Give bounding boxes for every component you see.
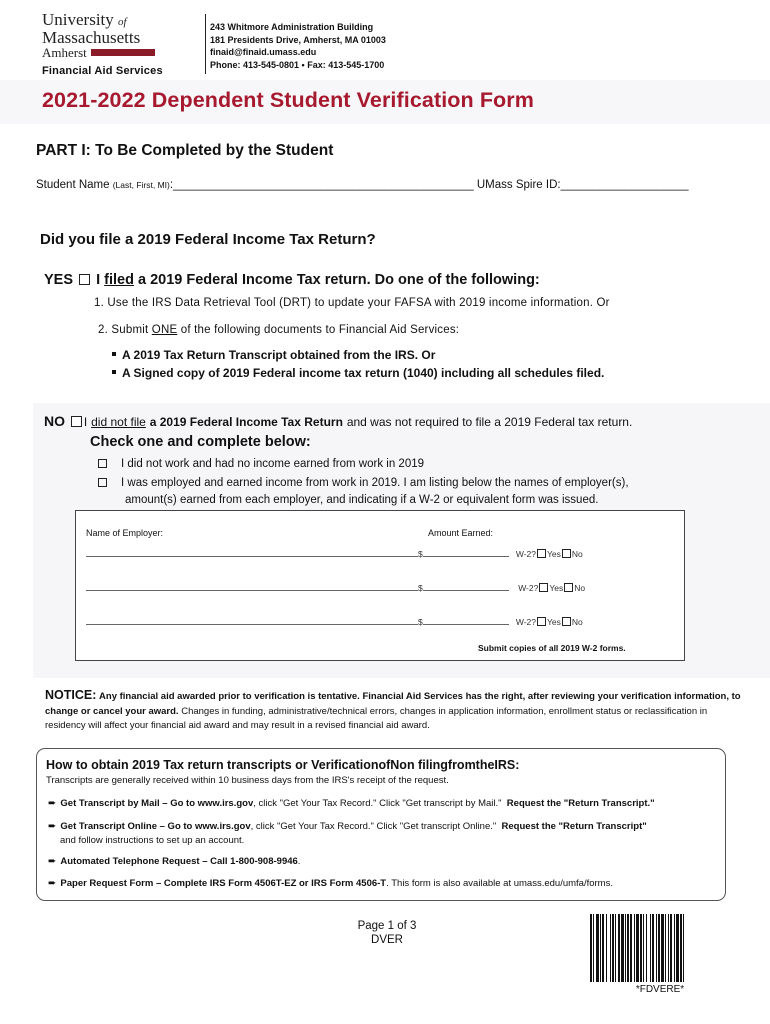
no-plain-text: and was not required to file a 2019 Federal tax return. [346, 415, 633, 429]
employer-row [86, 549, 583, 559]
form-code: DVER [371, 934, 403, 946]
yes-filed: filed [104, 272, 134, 288]
no-option [44, 413, 632, 429]
yes-item-1: 1. Use the IRS Data Retrieval Tool (DRT) to update your FAFSA with 2019 income information. Or [94, 297, 610, 309]
mail-end: Request the "Return Transcript." [506, 798, 655, 809]
w2-no-checkbox[interactable] [562, 617, 571, 626]
yes-label: YES [44, 272, 74, 288]
check-one-heading: Check one and complete below: [90, 434, 311, 450]
w2-label: W-2? [518, 583, 539, 593]
online-bold: Get Transcript Online – Go to www.irs.gov [60, 821, 251, 832]
notice-plain-text: Changes in funding, administrative/technical errors, changes in application information, enrollment status or reclassification in residency will affect your financial aid award and may result in a revised financial aid award. [45, 705, 708, 731]
online-line-2: and follow instructions to set up an account. [60, 835, 245, 846]
w2-yes-label: Yes [546, 549, 561, 559]
employer-name-field[interactable] [86, 583, 418, 591]
mail-plain: , click "Get Your Tax Record." Click "Get transcript by Mail." [253, 798, 502, 809]
employed-text-2: amount(s) earned from each employer, and indicating if a W-2 or equivalent form was issued. [125, 494, 599, 506]
part1-heading: PART I: To Be Completed by the Student [36, 142, 334, 159]
page-footer [352, 919, 422, 947]
tax-return-question: Did you file a 2019 Federal Income Tax Return? [40, 231, 376, 248]
online-instruction [48, 820, 647, 848]
email-link[interactable]: finaid@finaid.umass.edu [210, 47, 317, 58]
no-did-not-file: did not file [91, 415, 146, 429]
w2-submit-note: Submit copies of all 2019 W-2 forms. [478, 643, 626, 653]
form-title: 2021-2022 Dependent Student Verification Form [42, 88, 534, 112]
barcode-bar [684, 914, 686, 982]
student-name-field[interactable]: :_______________________________________________ [169, 179, 474, 191]
w2-no-label: No [574, 583, 586, 593]
transcript-title: How to obtain 2019 Tax return transcripts or VerificationofNon filingfromtheIRS: [46, 758, 520, 772]
dollar-sign: $ [418, 549, 423, 559]
no-label: NO [44, 413, 65, 429]
yes-bullet-1 [112, 348, 435, 362]
logo-university-text: University [42, 10, 114, 29]
yes-checkbox[interactable] [79, 274, 90, 285]
employed-text-1: I was employed and earned income from work in 2019. I am listing below the names of employer(s), [121, 477, 629, 489]
notice-title: NOTICE: [45, 688, 97, 702]
notice-paragraph [45, 688, 745, 734]
w2-yes-checkbox[interactable] [537, 549, 546, 558]
no-i: I [83, 415, 88, 429]
student-name-label: Student Name [36, 179, 110, 191]
yes-bullet-1-text: A 2019 Tax Return Transcript obtained from the IRS. Or [122, 348, 436, 362]
w2-yes-label: Yes [549, 583, 564, 593]
logo-department: Financial Aid Services [42, 65, 163, 77]
w2-yes-checkbox[interactable] [537, 617, 546, 626]
address-line: 181 Presidents Drive, Amherst, MA 01003 [210, 34, 386, 45]
w2-yes-label: Yes [546, 617, 561, 627]
employer-name-field[interactable] [86, 549, 418, 557]
logo-massachusetts-text: Massachusetts [42, 28, 141, 47]
yes-item-2-pre: 2. Submit [98, 324, 149, 336]
address-line: 243 Whitmore Administration Building [210, 22, 374, 32]
yes-item-2-post: of the following documents to Financial Aid Services: [180, 324, 460, 336]
employed-checkbox[interactable] [98, 478, 107, 487]
mail-instruction [48, 797, 655, 811]
yes-bullet-2-text: A Signed copy of 2019 Federal income tax return (1040) including all schedules filed. [122, 366, 605, 380]
w2-yes-checkbox[interactable] [539, 583, 548, 592]
yes-i: I [96, 272, 101, 288]
w2-no-label: No [571, 617, 583, 627]
phone-instruction [48, 855, 300, 869]
paper-plain: . This form is also available at umass.edu/umfa/forms. [386, 878, 613, 889]
no-work-text: I did not work and had no income earned from work in 2019 [121, 458, 425, 470]
yes-text: a 2019 Federal Income Tax return. Do one of the following: [137, 272, 540, 288]
w2-label: W-2? [515, 549, 536, 559]
umass-logo [42, 10, 194, 77]
barcode [590, 914, 730, 982]
barcode-label: *FDVERE* [635, 984, 685, 995]
w2-label: W-2? [515, 617, 536, 627]
arrow-icon: ➨ [48, 821, 57, 832]
phone-bold: Automated Telephone Request – Call 1-800-908-9946 [60, 856, 298, 867]
dollar-sign: $ [418, 617, 423, 627]
bullet-icon [112, 352, 116, 356]
yes-item-2 [98, 324, 459, 336]
bullet-icon [112, 370, 116, 374]
amount-field[interactable] [423, 583, 509, 591]
paper-bold: Paper Request Form – Complete IRS Form 4506T-EZ or IRS Form 4506-T [60, 878, 387, 889]
office-address [210, 21, 386, 71]
header-divider [205, 14, 206, 74]
no-checkbox[interactable] [71, 416, 82, 427]
no-bold-text: a 2019 Federal Income Tax Return [149, 415, 343, 429]
page-number: Page 1 of 3 [357, 920, 417, 932]
amount-field[interactable] [423, 617, 509, 625]
employer-column-header: Name of Employer: [86, 528, 164, 538]
no-work-checkbox[interactable] [98, 459, 107, 468]
employed-option [98, 475, 629, 509]
w2-no-checkbox[interactable] [562, 549, 571, 558]
phone-plain: . [297, 856, 301, 867]
yes-item-2-one: ONE [151, 324, 178, 336]
logo-amherst-text: Amherst [42, 45, 87, 60]
yes-option [44, 272, 540, 288]
logo-of-text: of [118, 16, 127, 28]
w2-no-label: No [571, 549, 583, 559]
logo-bar [91, 49, 155, 56]
no-work-option [98, 458, 424, 470]
paper-instruction [48, 877, 613, 891]
mail-bold: Get Transcript by Mail – Go to www.irs.gov [60, 798, 254, 809]
dollar-sign: $ [418, 583, 423, 593]
employer-name-field[interactable] [86, 617, 418, 625]
student-name-hint: (Last, First, MI) [112, 180, 170, 190]
student-info-row [36, 179, 689, 191]
w2-no-checkbox[interactable] [564, 583, 573, 592]
yes-bullet-2 [112, 366, 604, 380]
online-end: Request the "Return Transcript" [501, 821, 647, 832]
amount-field[interactable] [423, 549, 509, 557]
employer-row [86, 583, 585, 593]
employer-row [86, 617, 583, 627]
spire-id-field[interactable]: ____________________ [560, 179, 689, 191]
phone-fax: Phone: 413-545-0801 • Fax: 413-545-1700 [210, 59, 385, 70]
online-plain: , click "Get Your Tax Record." Click "Get transcript Online." [250, 821, 497, 832]
arrow-icon: ➨ [48, 856, 57, 867]
notice-bold-text: Any financial aid awarded prior to verification is tentative. Financial Aid Services has the right, after reviewing your verification information, to change or cancel your award. [45, 691, 741, 717]
arrow-icon: ➨ [48, 878, 57, 889]
spire-id-label: UMass Spire ID: [476, 179, 561, 191]
transcript-subtitle: Transcripts are generally received within 10 business days from the IRS's receipt of the request. [46, 775, 449, 786]
arrow-icon: ➨ [48, 798, 57, 809]
amount-column-header: Amount Earned: [428, 528, 494, 538]
